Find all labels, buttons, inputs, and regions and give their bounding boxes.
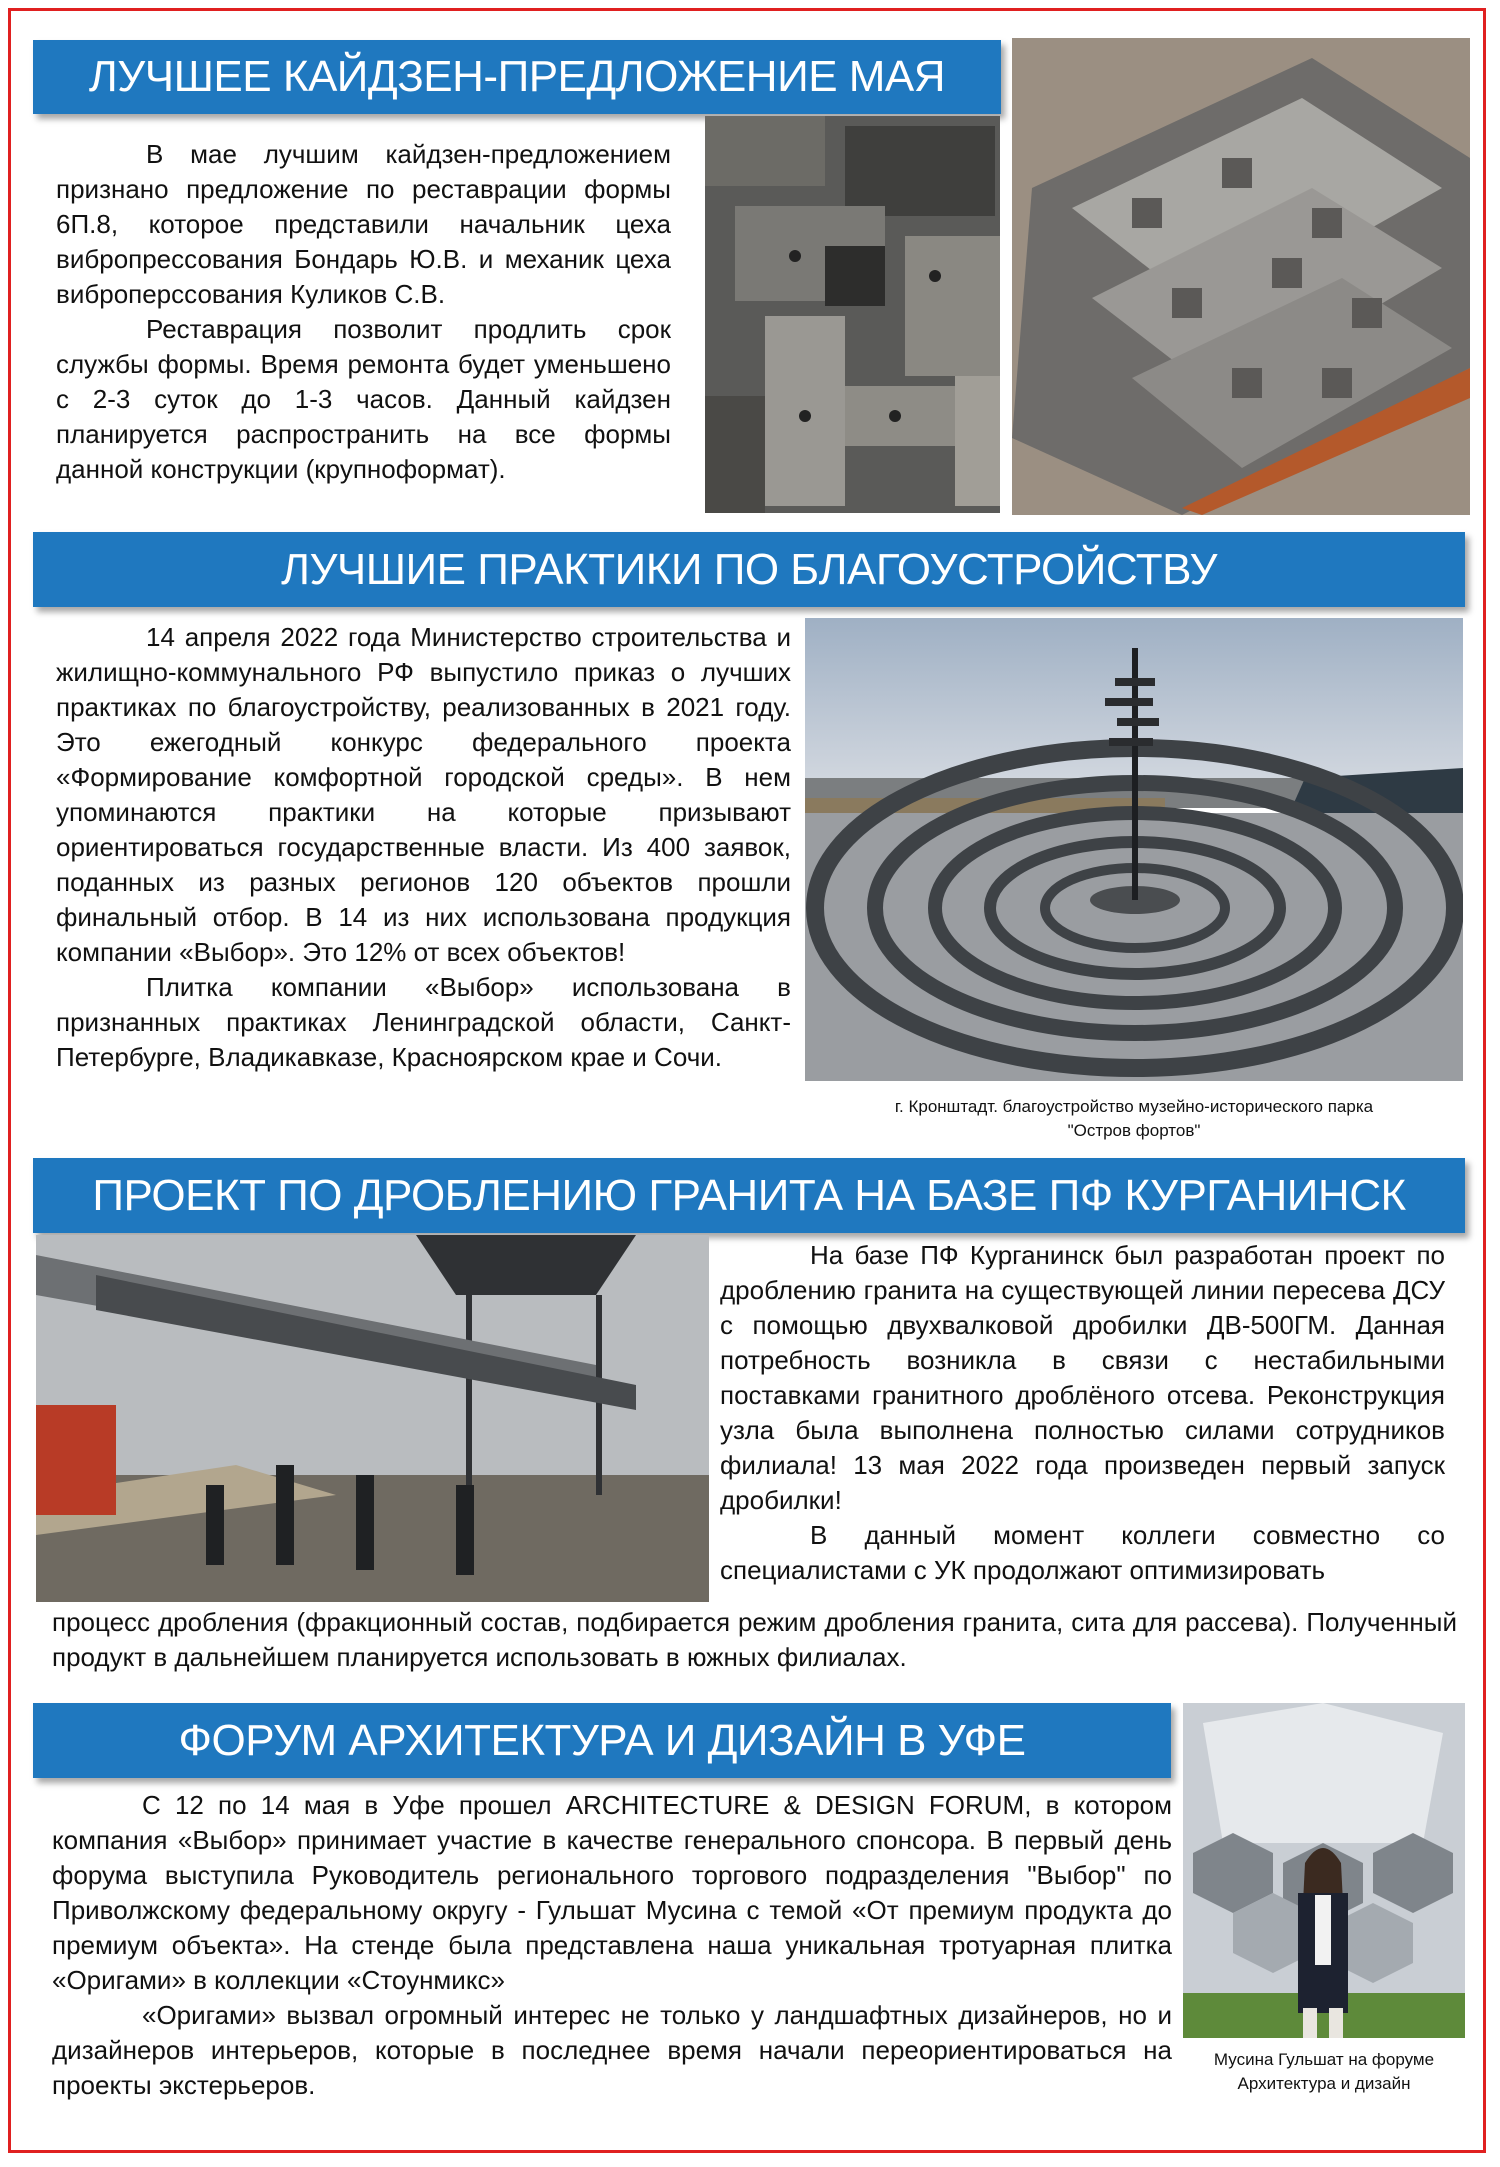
landscaping-text	[56, 620, 791, 1075]
granite-text-right	[720, 1238, 1445, 1588]
kaizen-paragraph-1: В мае лучшим кайдзен-предложением признано предложение по реставрации формы 6П.8, которое представили начальник цеха вибропрессования Бондарь Ю.В. и механик цеха виброперссования Куликов С.В.	[56, 139, 671, 309]
forum-text	[52, 1788, 1172, 2103]
section-granite-title-text: ПРОЕКТ ПО ДРОБЛЕНИЮ ГРАНИТА НА БАЗЕ ПФ КУРГАНИНСК	[92, 1170, 1406, 1220]
landscaping-photo-caption	[805, 1095, 1463, 1143]
kaizen-photo-mold-assembly	[1012, 38, 1470, 515]
section-forum-title-text: ФОРУМ АРХИТЕКТУРА И ДИЗАЙН В УФЕ	[178, 1715, 1026, 1765]
forum-paragraph-1: С 12 по 14 мая в Уфе прошел ARCHITECTURE & DESIGN FORUM, в котором компания «Выбор» принимает участие в качестве генерального спонсора. В первый день форума выступила Руководитель регионального торгового подразделения "Выбор" по Приволжскому федеральному округу - Гульшат Мусина с темой «От премиум продукта до премиум объекта». На стенде была представлена наша уникальная тротуарная плитка «Оригами» в коллекции «Стоунмикс»	[52, 1790, 1172, 1995]
granite-paragraph-3: процесс дробления (фракционный состав, подбирается режим дробления гранита, сита для рассева). Полученный продукт в дальнейшем планируется использовать в южных филиалах.	[52, 1607, 1457, 1672]
kaizen-text	[56, 137, 671, 487]
section-landscaping-title-text: ЛУЧШИЕ ПРАКТИКИ ПО БЛАГОУСТРОЙСТВУ	[281, 544, 1217, 594]
section-kaizen-title-text: ЛУЧШЕЕ КАЙДЗЕН-ПРЕДЛОЖЕНИЕ МАЯ	[88, 52, 946, 101]
forum-caption-line-1: Мусина Гульшат на форуме	[1213, 2050, 1435, 2069]
forum-paragraph-2: «Оригами» вызвал огромный интерес не только у ландшафтных дизайнеров, но и дизайнеров интерьеров, которые в последнее время начали переориентироваться на проекты экстерьеров.	[52, 2000, 1172, 2100]
section-forum-title	[33, 1703, 1171, 1778]
forum-photo-musina	[1183, 1703, 1465, 2038]
kaizen-paragraph-2: Реставрация позволит продлить срок службы формы. Время ремонта будет уменьшено с 2-3 суток до 1-3 часов. Данный кайдзен планируется распространить на все формы данной конструкции (крупноформат).	[56, 314, 671, 484]
section-landscaping-title	[33, 532, 1465, 607]
forum-photo-caption	[1170, 2048, 1478, 2096]
landscaping-paragraph-1: 14 апреля 2022 года Министерство строительства и жилищно-коммунального РФ выпустило приказ о лучших практиках по благоустройству, реализованных в 2021 году. Это ежегодный конкурс федерального проекта «Формирование комфортной городской среды». В нем упоминаются практики на которые призывают ориентироваться государственные власти. Из 400 заявок, поданных из разных регионов 120 объектов прошли финальный отбор. В 14 из них использована продукция компании «Выбор». Это 12% от всех объектов!	[56, 622, 791, 967]
landscaping-photo-kronstadt	[805, 618, 1463, 1081]
section-granite-title	[33, 1158, 1465, 1233]
granite-paragraph-1: На базе ПФ Курганинск был разработан проект по дроблению гранита на существующей линии пересева ДСУ с помощью двухвалковой дробилки ДВ-500ГМ. Данная потребность возникла в связи с нестабильными поставками гранитного дроблёного отсева. Реконструкция узла была выполнена полностью силами сотрудников филиала! 13 мая 2022 года произведен первый запуск дробилки!	[720, 1240, 1445, 1515]
forum-caption-line-2: Архитектура и дизайн	[1237, 2074, 1411, 2093]
landscaping-paragraph-2: Плитка компании «Выбор» использована в признанных практиках Ленинградской области, Санкт-Петербурге, Владикавказе, Красноярском крае и Сочи.	[56, 972, 791, 1072]
granite-paragraph-2: В данный момент коллеги совместно со специалистами с УК продолжают оптимизировать	[720, 1520, 1445, 1585]
granite-text-bottom	[52, 1605, 1457, 1675]
section-kaizen-title	[33, 40, 1001, 114]
landscaping-caption-line-2: "Остров фортов"	[1067, 1121, 1201, 1140]
landscaping-caption-line-1: г. Кронштадт. благоустройство музейно-исторического парка	[894, 1097, 1374, 1116]
kaizen-photo-mold-parts	[705, 116, 1000, 513]
granite-photo-crusher-line	[36, 1235, 709, 1602]
